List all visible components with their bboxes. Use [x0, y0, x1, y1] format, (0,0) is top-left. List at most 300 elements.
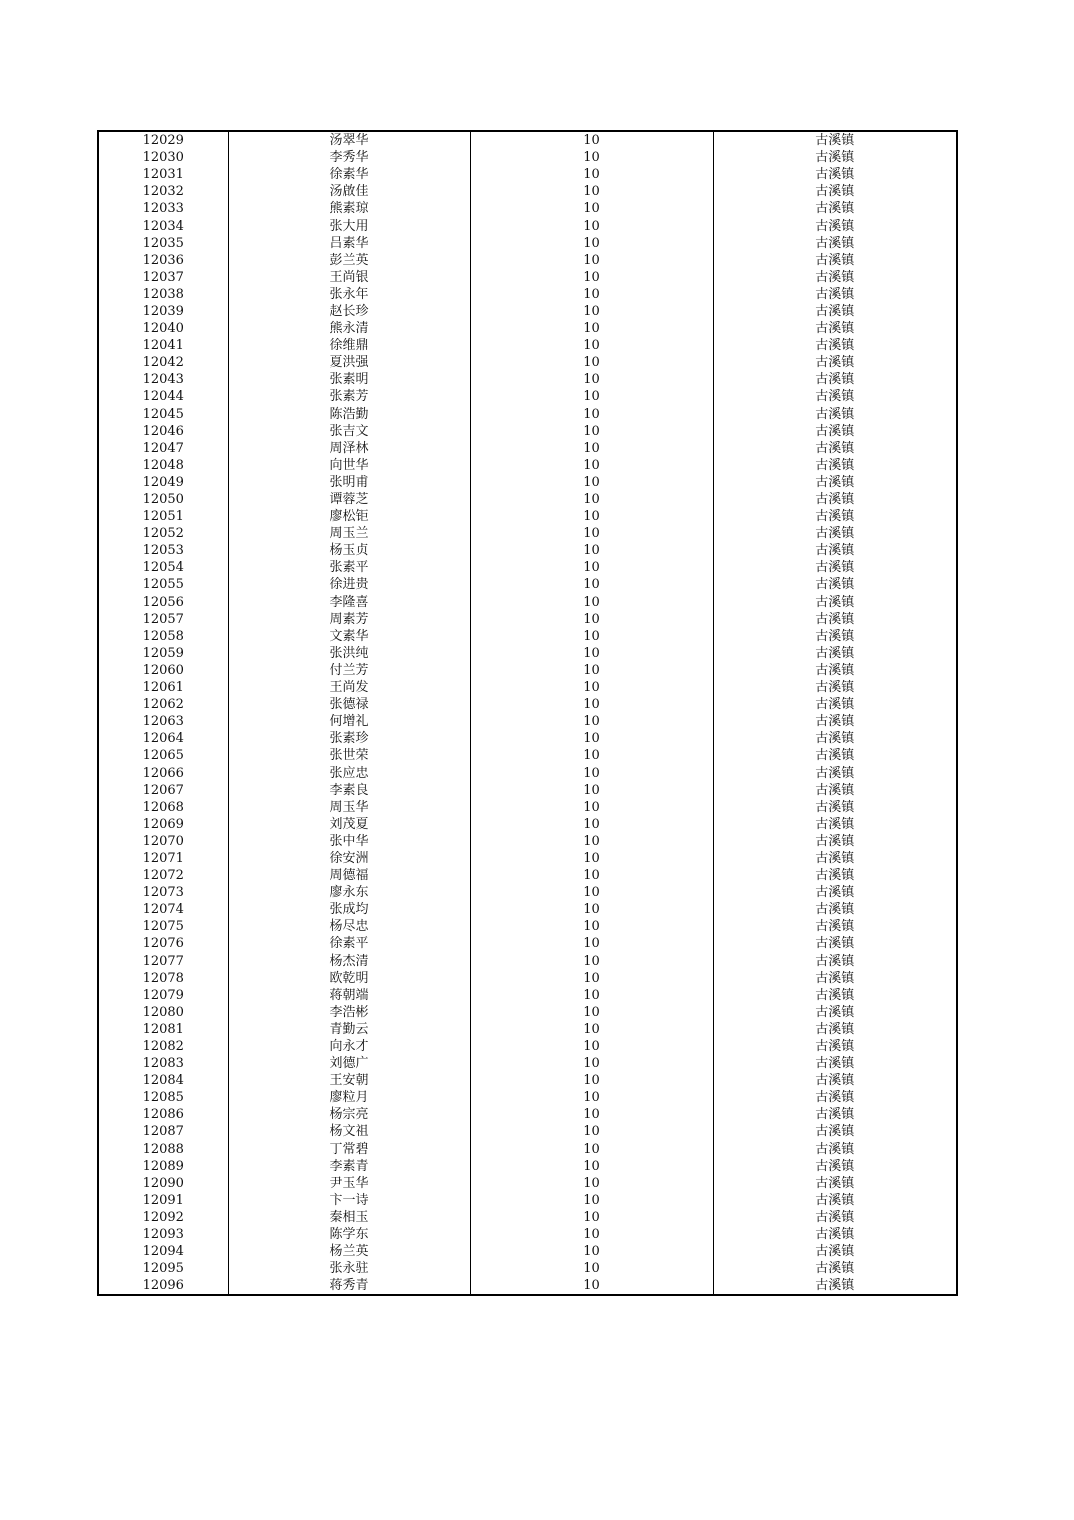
id-cell: 12088: [98, 1141, 228, 1158]
town-cell: 古溪镇: [713, 406, 957, 423]
table-row: [98, 645, 957, 662]
table-row: [98, 1004, 957, 1021]
name-cell: 张世荣: [228, 747, 470, 764]
name-cell: 徐素华: [228, 166, 470, 183]
town-cell: 古溪镇: [713, 1123, 957, 1140]
id-cell: 12061: [98, 679, 228, 696]
amount-cell: 10: [470, 457, 713, 474]
amount-cell: 10: [470, 1260, 713, 1277]
amount-cell: 10: [470, 1226, 713, 1243]
name-cell: 廖粒月: [228, 1089, 470, 1106]
name-cell: 谭蓉芝: [228, 491, 470, 508]
amount-cell: 10: [470, 713, 713, 730]
name-cell: 张中华: [228, 833, 470, 850]
name-cell: 徐安洲: [228, 850, 470, 867]
table-row: [98, 1260, 957, 1277]
name-cell: 刘德广: [228, 1055, 470, 1072]
amount-cell: 10: [470, 576, 713, 593]
id-cell: 12055: [98, 576, 228, 593]
town-cell: 古溪镇: [713, 970, 957, 987]
name-cell: 张素明: [228, 371, 470, 388]
id-cell: 12043: [98, 371, 228, 388]
name-cell: 李素良: [228, 782, 470, 799]
amount-cell: 10: [470, 1175, 713, 1192]
amount-cell: 10: [470, 491, 713, 508]
town-cell: 古溪镇: [713, 320, 957, 337]
id-cell: 12093: [98, 1226, 228, 1243]
amount-cell: 10: [470, 901, 713, 918]
town-cell: 古溪镇: [713, 1158, 957, 1175]
town-cell: 古溪镇: [713, 987, 957, 1004]
table-row: [98, 611, 957, 628]
amount-cell: 10: [470, 235, 713, 252]
name-cell: 杨杰清: [228, 953, 470, 970]
amount-cell: 10: [470, 183, 713, 200]
id-cell: 12056: [98, 594, 228, 611]
table-row: [98, 833, 957, 850]
id-cell: 12052: [98, 525, 228, 542]
town-cell: 古溪镇: [713, 559, 957, 576]
amount-cell: 10: [470, 388, 713, 405]
table-row: [98, 320, 957, 337]
name-cell: 周玉兰: [228, 525, 470, 542]
amount-cell: 10: [470, 252, 713, 269]
table-row: [98, 131, 957, 149]
table-row: [98, 269, 957, 286]
id-cell: 12084: [98, 1072, 228, 1089]
town-cell: 古溪镇: [713, 269, 957, 286]
table-row: [98, 662, 957, 679]
id-cell: 12095: [98, 1260, 228, 1277]
table-row: [98, 371, 957, 388]
amount-cell: 10: [470, 303, 713, 320]
id-cell: 12086: [98, 1106, 228, 1123]
table-row: [98, 1243, 957, 1260]
town-cell: 古溪镇: [713, 388, 957, 405]
town-cell: 古溪镇: [713, 1260, 957, 1277]
amount-cell: 10: [470, 337, 713, 354]
table-row: [98, 423, 957, 440]
name-cell: 陈学东: [228, 1226, 470, 1243]
town-cell: 古溪镇: [713, 662, 957, 679]
name-cell: 卞一诗: [228, 1192, 470, 1209]
table-row: [98, 1021, 957, 1038]
table-row: [98, 867, 957, 884]
table-row: [98, 1038, 957, 1055]
name-cell: 尹玉华: [228, 1175, 470, 1192]
name-cell: 张应忠: [228, 764, 470, 781]
id-cell: 12050: [98, 491, 228, 508]
amount-cell: 10: [470, 166, 713, 183]
town-cell: 古溪镇: [713, 337, 957, 354]
table-row: [98, 850, 957, 867]
town-cell: 古溪镇: [713, 200, 957, 217]
amount-cell: 10: [470, 799, 713, 816]
table-row: [98, 474, 957, 491]
table-row: [98, 491, 957, 508]
town-cell: 古溪镇: [713, 918, 957, 935]
amount-cell: 10: [470, 1055, 713, 1072]
id-cell: 12040: [98, 320, 228, 337]
table-row: [98, 303, 957, 320]
town-cell: 古溪镇: [713, 799, 957, 816]
amount-cell: 10: [470, 406, 713, 423]
name-cell: 李浩彬: [228, 1004, 470, 1021]
town-cell: 古溪镇: [713, 440, 957, 457]
amount-cell: 10: [470, 679, 713, 696]
town-cell: 古溪镇: [713, 884, 957, 901]
amount-cell: 10: [470, 782, 713, 799]
town-cell: 古溪镇: [713, 1243, 957, 1260]
town-cell: 古溪镇: [713, 679, 957, 696]
town-cell: 古溪镇: [713, 1072, 957, 1089]
id-cell: 12081: [98, 1021, 228, 1038]
amount-cell: 10: [470, 764, 713, 781]
name-cell: 王尚发: [228, 679, 470, 696]
name-cell: 张永驻: [228, 1260, 470, 1277]
name-cell: 杨兰英: [228, 1243, 470, 1260]
amount-cell: 10: [470, 970, 713, 987]
town-cell: 古溪镇: [713, 730, 957, 747]
name-cell: 杨尽忠: [228, 918, 470, 935]
table-row: [98, 1089, 957, 1106]
amount-cell: 10: [470, 286, 713, 303]
town-cell: 古溪镇: [713, 833, 957, 850]
table-row: [98, 1141, 957, 1158]
id-cell: 12030: [98, 149, 228, 166]
town-cell: 古溪镇: [713, 1226, 957, 1243]
amount-cell: 10: [470, 1192, 713, 1209]
name-cell: 张吉文: [228, 423, 470, 440]
table-row: [98, 1209, 957, 1226]
town-cell: 古溪镇: [713, 628, 957, 645]
town-cell: 古溪镇: [713, 252, 957, 269]
name-cell: 汤翠华: [228, 131, 470, 149]
amount-cell: 10: [470, 1072, 713, 1089]
amount-cell: 10: [470, 747, 713, 764]
name-cell: 陈浩勤: [228, 406, 470, 423]
name-cell: 王尚银: [228, 269, 470, 286]
amount-cell: 10: [470, 730, 713, 747]
id-cell: 12062: [98, 696, 228, 713]
town-cell: 古溪镇: [713, 303, 957, 320]
town-cell: 古溪镇: [713, 953, 957, 970]
roster-table: [97, 130, 958, 1296]
town-cell: 古溪镇: [713, 645, 957, 662]
name-cell: 彭兰英: [228, 252, 470, 269]
table-row: [98, 1123, 957, 1140]
table-row: [98, 764, 957, 781]
table-row: [98, 217, 957, 234]
name-cell: 李秀华: [228, 149, 470, 166]
id-cell: 12079: [98, 987, 228, 1004]
name-cell: 杨文祖: [228, 1123, 470, 1140]
table-row: [98, 799, 957, 816]
name-cell: 欧乾明: [228, 970, 470, 987]
amount-cell: 10: [470, 1209, 713, 1226]
town-cell: 古溪镇: [713, 542, 957, 559]
name-cell: 蒋朝端: [228, 987, 470, 1004]
id-cell: 12042: [98, 354, 228, 371]
amount-cell: 10: [470, 918, 713, 935]
id-cell: 12080: [98, 1004, 228, 1021]
id-cell: 12058: [98, 628, 228, 645]
id-cell: 12096: [98, 1277, 228, 1295]
amount-cell: 10: [470, 525, 713, 542]
id-cell: 12029: [98, 131, 228, 149]
id-cell: 12034: [98, 217, 228, 234]
town-cell: 古溪镇: [713, 1141, 957, 1158]
town-cell: 古溪镇: [713, 782, 957, 799]
table-row: [98, 1226, 957, 1243]
town-cell: 古溪镇: [713, 286, 957, 303]
town-cell: 古溪镇: [713, 594, 957, 611]
town-cell: 古溪镇: [713, 354, 957, 371]
town-cell: 古溪镇: [713, 1055, 957, 1072]
table-row: [98, 508, 957, 525]
table-row: [98, 987, 957, 1004]
town-cell: 古溪镇: [713, 850, 957, 867]
name-cell: 徐进贵: [228, 576, 470, 593]
name-cell: 付兰芳: [228, 662, 470, 679]
name-cell: 文素华: [228, 628, 470, 645]
id-cell: 12044: [98, 388, 228, 405]
name-cell: 李隆喜: [228, 594, 470, 611]
table-row: [98, 388, 957, 405]
name-cell: 张洪纯: [228, 645, 470, 662]
amount-cell: 10: [470, 440, 713, 457]
name-cell: 张明甫: [228, 474, 470, 491]
table-row: [98, 747, 957, 764]
id-cell: 12073: [98, 884, 228, 901]
name-cell: 向世华: [228, 457, 470, 474]
id-cell: 12085: [98, 1089, 228, 1106]
amount-cell: 10: [470, 696, 713, 713]
name-cell: 青勤云: [228, 1021, 470, 1038]
name-cell: 向永才: [228, 1038, 470, 1055]
table-row: [98, 542, 957, 559]
table-row: [98, 337, 957, 354]
town-cell: 古溪镇: [713, 423, 957, 440]
id-cell: 12051: [98, 508, 228, 525]
id-cell: 12046: [98, 423, 228, 440]
amount-cell: 10: [470, 1141, 713, 1158]
amount-cell: 10: [470, 1038, 713, 1055]
id-cell: 12074: [98, 901, 228, 918]
town-cell: 古溪镇: [713, 696, 957, 713]
amount-cell: 10: [470, 884, 713, 901]
table-row: [98, 200, 957, 217]
roster-body: [98, 131, 957, 1295]
amount-cell: 10: [470, 1158, 713, 1175]
id-cell: 12090: [98, 1175, 228, 1192]
id-cell: 12053: [98, 542, 228, 559]
id-cell: 12049: [98, 474, 228, 491]
amount-cell: 10: [470, 611, 713, 628]
amount-cell: 10: [470, 371, 713, 388]
town-cell: 古溪镇: [713, 491, 957, 508]
id-cell: 12032: [98, 183, 228, 200]
id-cell: 12066: [98, 764, 228, 781]
table-row: [98, 149, 957, 166]
amount-cell: 10: [470, 833, 713, 850]
amount-cell: 10: [470, 662, 713, 679]
id-cell: 12036: [98, 252, 228, 269]
table-row: [98, 457, 957, 474]
name-cell: 何增礼: [228, 713, 470, 730]
name-cell: 赵长珍: [228, 303, 470, 320]
id-cell: 12068: [98, 799, 228, 816]
amount-cell: 10: [470, 1123, 713, 1140]
id-cell: 12076: [98, 935, 228, 952]
name-cell: 周泽林: [228, 440, 470, 457]
town-cell: 古溪镇: [713, 217, 957, 234]
id-cell: 12057: [98, 611, 228, 628]
name-cell: 张素平: [228, 559, 470, 576]
id-cell: 12092: [98, 1209, 228, 1226]
name-cell: 张成均: [228, 901, 470, 918]
table-row: [98, 816, 957, 833]
town-cell: 古溪镇: [713, 149, 957, 166]
amount-cell: 10: [470, 987, 713, 1004]
id-cell: 12087: [98, 1123, 228, 1140]
name-cell: 周素芳: [228, 611, 470, 628]
amount-cell: 10: [470, 953, 713, 970]
amount-cell: 10: [470, 354, 713, 371]
town-cell: 古溪镇: [713, 508, 957, 525]
table-row: [98, 1158, 957, 1175]
town-cell: 古溪镇: [713, 183, 957, 200]
table-row: [98, 679, 957, 696]
table-row: [98, 730, 957, 747]
id-cell: 12067: [98, 782, 228, 799]
id-cell: 12045: [98, 406, 228, 423]
table-row: [98, 559, 957, 576]
amount-cell: 10: [470, 131, 713, 149]
id-cell: 12089: [98, 1158, 228, 1175]
table-row: [98, 286, 957, 303]
amount-cell: 10: [470, 1004, 713, 1021]
amount-cell: 10: [470, 1021, 713, 1038]
table-row: [98, 235, 957, 252]
amount-cell: 10: [470, 850, 713, 867]
amount-cell: 10: [470, 217, 713, 234]
name-cell: 周德福: [228, 867, 470, 884]
table-row: [98, 576, 957, 593]
id-cell: 12091: [98, 1192, 228, 1209]
amount-cell: 10: [470, 1089, 713, 1106]
name-cell: 张素芳: [228, 388, 470, 405]
town-cell: 古溪镇: [713, 1004, 957, 1021]
town-cell: 古溪镇: [713, 525, 957, 542]
name-cell: 周玉华: [228, 799, 470, 816]
town-cell: 古溪镇: [713, 935, 957, 952]
town-cell: 古溪镇: [713, 611, 957, 628]
name-cell: 廖松钜: [228, 508, 470, 525]
amount-cell: 10: [470, 423, 713, 440]
amount-cell: 10: [470, 1106, 713, 1123]
name-cell: 杨宗亮: [228, 1106, 470, 1123]
table-row: [98, 525, 957, 542]
amount-cell: 10: [470, 269, 713, 286]
table-row: [98, 183, 957, 200]
name-cell: 杨玉贞: [228, 542, 470, 559]
table-row: [98, 252, 957, 269]
name-cell: 刘茂夏: [228, 816, 470, 833]
town-cell: 古溪镇: [713, 1038, 957, 1055]
name-cell: 李素青: [228, 1158, 470, 1175]
name-cell: 张德禄: [228, 696, 470, 713]
table-row: [98, 901, 957, 918]
town-cell: 古溪镇: [713, 457, 957, 474]
amount-cell: 10: [470, 559, 713, 576]
town-cell: 古溪镇: [713, 713, 957, 730]
name-cell: 张永年: [228, 286, 470, 303]
table-row: [98, 1055, 957, 1072]
id-cell: 12031: [98, 166, 228, 183]
table-row: [98, 406, 957, 423]
id-cell: 12037: [98, 269, 228, 286]
town-cell: 古溪镇: [713, 1021, 957, 1038]
id-cell: 12038: [98, 286, 228, 303]
id-cell: 12047: [98, 440, 228, 457]
table-row: [98, 628, 957, 645]
amount-cell: 10: [470, 1277, 713, 1295]
table-row: [98, 1192, 957, 1209]
id-cell: 12082: [98, 1038, 228, 1055]
table-row: [98, 440, 957, 457]
table-row: [98, 1106, 957, 1123]
id-cell: 12077: [98, 953, 228, 970]
table-row: [98, 935, 957, 952]
table-row: [98, 918, 957, 935]
name-cell: 夏洪强: [228, 354, 470, 371]
name-cell: 张大用: [228, 217, 470, 234]
amount-cell: 10: [470, 594, 713, 611]
amount-cell: 10: [470, 320, 713, 337]
town-cell: 古溪镇: [713, 1089, 957, 1106]
table-row: [98, 953, 957, 970]
id-cell: 12064: [98, 730, 228, 747]
id-cell: 12039: [98, 303, 228, 320]
name-cell: 张素珍: [228, 730, 470, 747]
town-cell: 古溪镇: [713, 576, 957, 593]
name-cell: 徐素平: [228, 935, 470, 952]
town-cell: 古溪镇: [713, 371, 957, 388]
amount-cell: 10: [470, 474, 713, 491]
id-cell: 12078: [98, 970, 228, 987]
id-cell: 12048: [98, 457, 228, 474]
town-cell: 古溪镇: [713, 1192, 957, 1209]
town-cell: 古溪镇: [713, 166, 957, 183]
name-cell: 秦相玉: [228, 1209, 470, 1226]
id-cell: 12083: [98, 1055, 228, 1072]
name-cell: 徐维鼎: [228, 337, 470, 354]
id-cell: 12054: [98, 559, 228, 576]
amount-cell: 10: [470, 542, 713, 559]
table-row: [98, 354, 957, 371]
name-cell: 汤啟佳: [228, 183, 470, 200]
name-cell: 吕素华: [228, 235, 470, 252]
table-row: [98, 782, 957, 799]
amount-cell: 10: [470, 645, 713, 662]
id-cell: 12060: [98, 662, 228, 679]
table-row: [98, 884, 957, 901]
table-row: [98, 166, 957, 183]
town-cell: 古溪镇: [713, 474, 957, 491]
town-cell: 古溪镇: [713, 235, 957, 252]
id-cell: 12035: [98, 235, 228, 252]
